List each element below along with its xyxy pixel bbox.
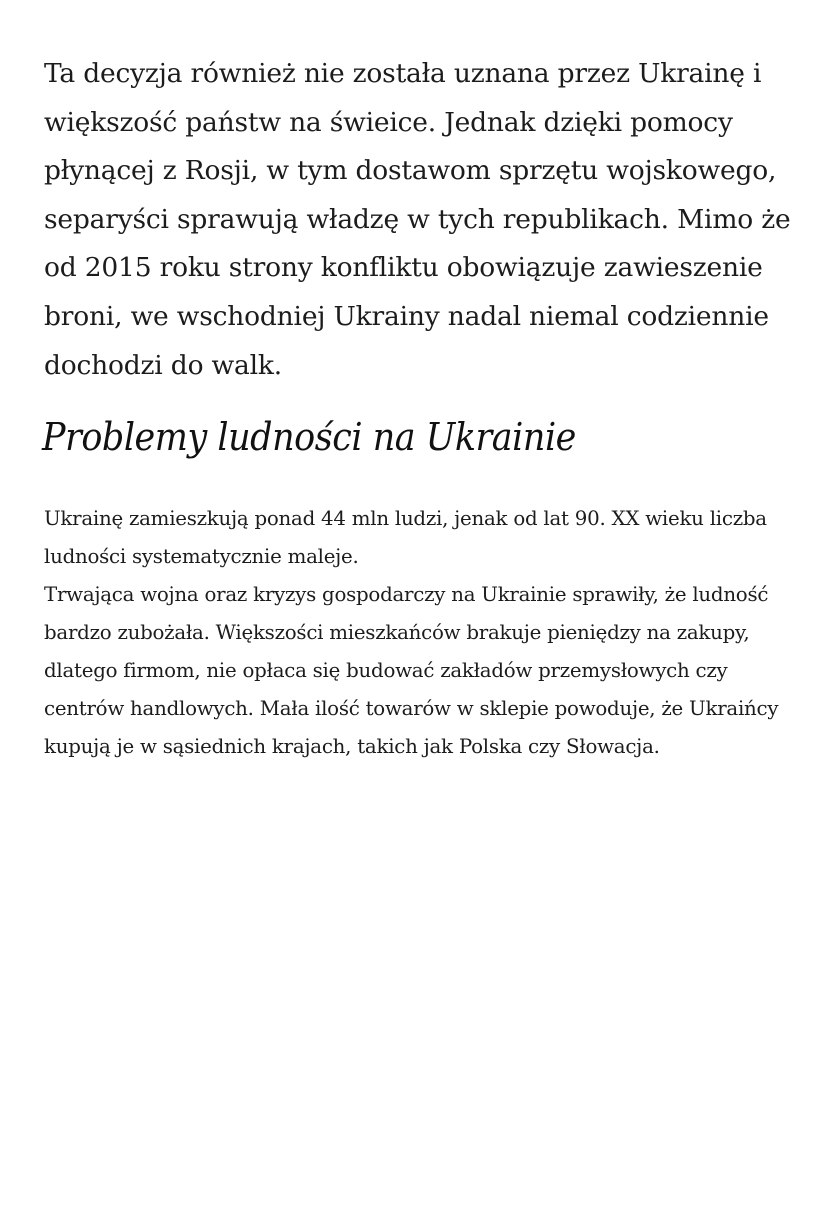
intro-paragraph: Ta decyzja również nie została uznana przez Ukrainę i większość państw na świeice. Jednak dzięki pomocy płynącej z Rosji, w tym dostawom sprzętu wojskowego, separyści sprawują władzę w tych republikach. Mimo że od 2015 roku strony konfliktu obowiązuje zawieszenie broni, we wschodniej Ukrainy nadal niemal codziennie dochodzi do walk. bbox=[44, 58, 791, 381]
section-body bbox=[44, 500, 804, 766]
economy-paragraph: Trwająca wojna oraz kryzys gospodarczy na Ukrainie sprawiły, że ludność bardzo zubożała. Większości mieszkańców brakuje pieniędzy na zakupy, dlatego firmom, nie opłaca się budować zakładów przemysłowych czy centrów handlowych. Mała ilość towarów w sklepie powoduje, że Ukraińcy kupują je w sąsiednich krajach, takich jak Polska czy Słowacja. bbox=[44, 583, 779, 758]
section-heading: Problemy ludności na Ukrainie bbox=[42, 415, 576, 459]
population-paragraph: Ukrainę zamieszkują ponad 44 mln ludzi, jenak od lat 90. XX wieku liczba ludności systematycznie maleje. bbox=[44, 507, 767, 568]
